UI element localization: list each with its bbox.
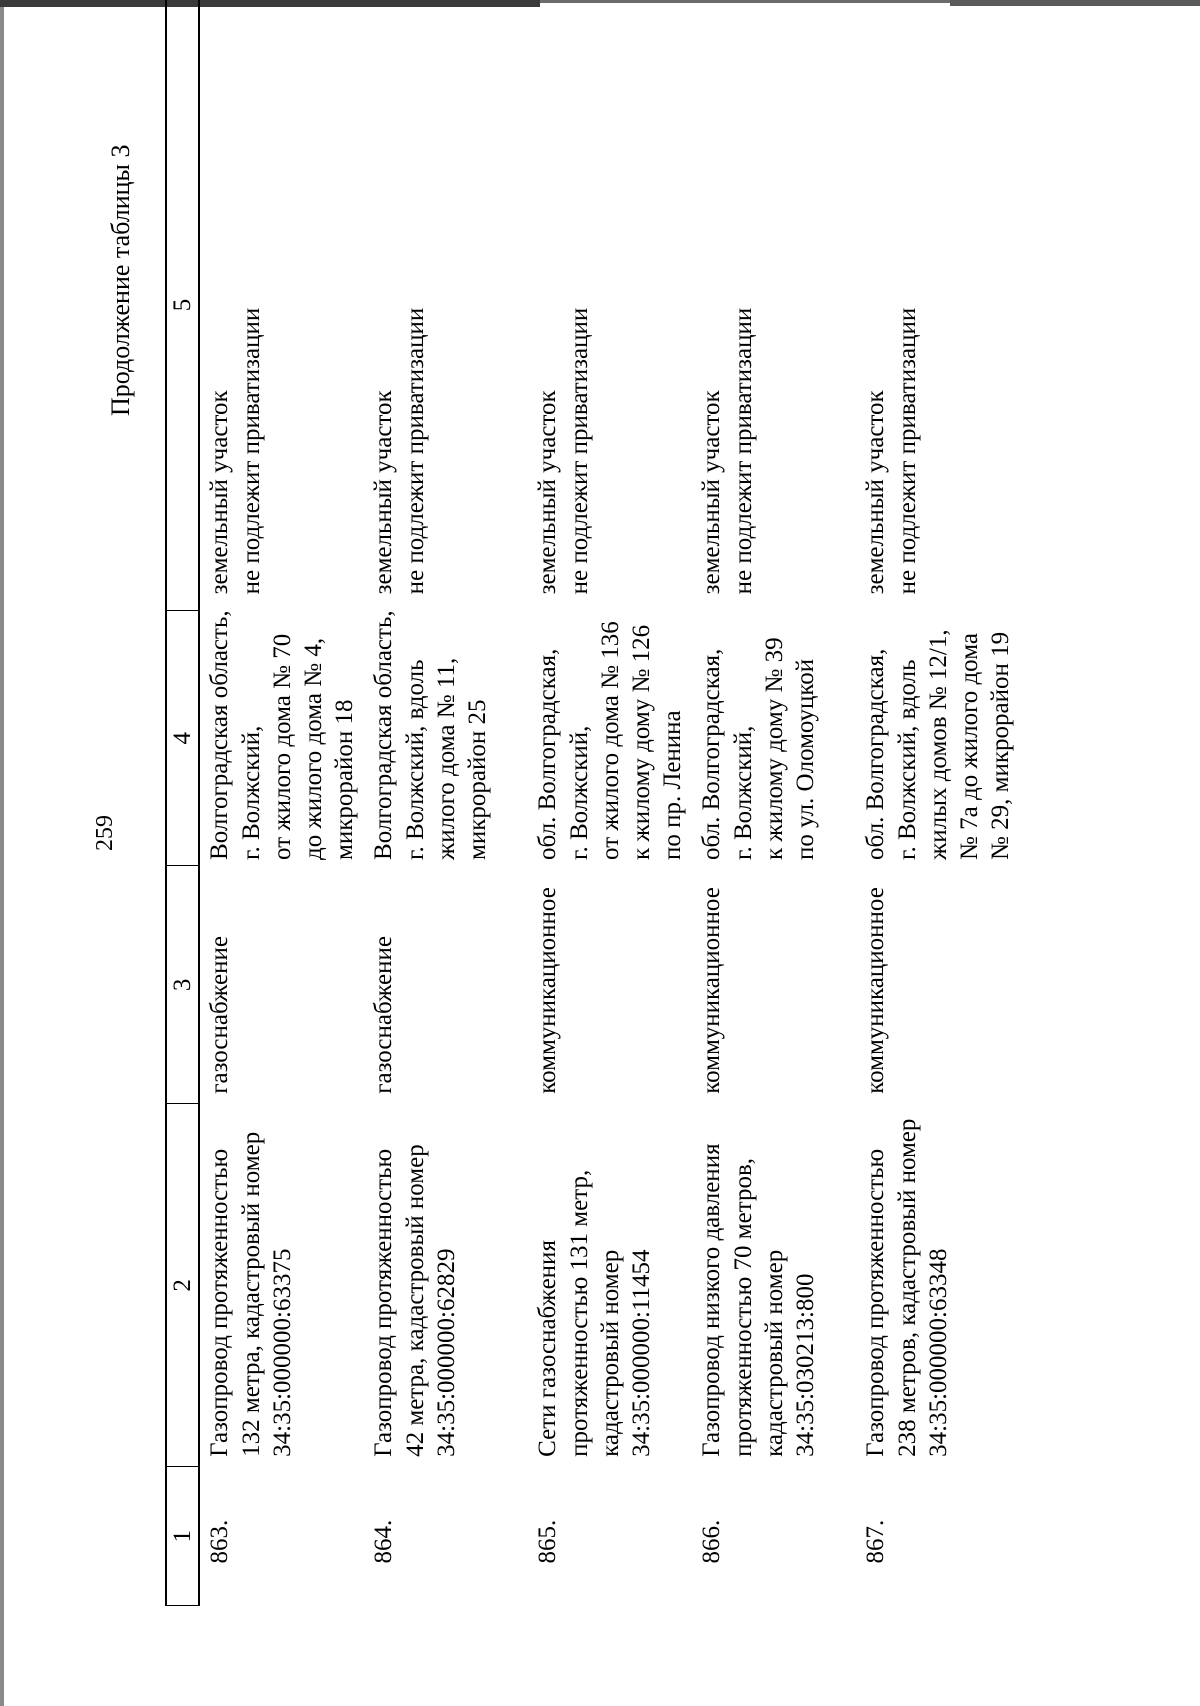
purpose-text: коммуникационное [698, 887, 726, 1094]
table-row [856, 0, 1020, 1606]
row-number-cell [199, 1467, 364, 1606]
cell-text-line: земельный участок [534, 390, 562, 595]
cell-text-line: г. Волжский, вдоль [893, 659, 921, 860]
cell-text-line: 132 метра, кадастровый номер [237, 1131, 265, 1457]
address-cell [199, 610, 364, 866]
cell-text-line: от жилого дома № 70 [268, 633, 296, 860]
column-header: 1 [166, 1467, 199, 1606]
table-header-row [166, 0, 199, 1606]
table-row [692, 0, 856, 1606]
cell-text-line: г. Волжский, [729, 725, 757, 860]
row-number: 866. [698, 1519, 726, 1564]
row-number: 863. [206, 1519, 234, 1564]
cell-text-line: кадастровый номер [760, 1249, 788, 1457]
address-cell [856, 610, 1020, 866]
purpose-cell [856, 866, 1020, 1104]
cell-text-line: жилых домов № 12/1, [924, 629, 952, 860]
cell-text-line: земельный участок [370, 390, 398, 595]
cell-text-line: обл. Волгоградская, [862, 648, 890, 860]
cell-text-line: г. Волжский, вдоль [401, 659, 429, 860]
cell-text-line: протяженностью 131 метр, [565, 1169, 593, 1457]
cell-text-line: не подлежит приватизации [565, 307, 593, 595]
column-header: 5 [166, 0, 199, 610]
purpose-cell [692, 866, 856, 1104]
cell-text-line: Газопровод низкого давления [698, 1143, 726, 1457]
object-name-cell [692, 1104, 856, 1467]
page-number: 259 [92, 815, 118, 851]
cell-text-line: Сети газоснабжения [534, 1240, 562, 1457]
table-row [528, 0, 692, 1606]
cell-text-line: Газопровод протяженностью [206, 1148, 234, 1457]
cell-text-line: № 29, микрорайон 19 [987, 631, 1015, 860]
purpose-text: коммуникационное [534, 887, 562, 1094]
purpose-text: коммуникационное [862, 887, 890, 1094]
address-cell [692, 610, 856, 866]
cell-text-line: до жилого дома № 4, [300, 637, 327, 860]
cell-text-line: 238 метров, кадастровый номер [893, 1118, 921, 1457]
object-name-cell [199, 1104, 364, 1467]
cell-text-line: земельный участок [698, 390, 726, 595]
cell-text-line: микрорайон 25 [464, 699, 491, 860]
cell-text-line: № 7а до жилого дома [956, 633, 983, 860]
cell-text-line: 34:35:000000:63375 [268, 1248, 296, 1457]
cell-text-line: микрорайон 18 [331, 699, 359, 860]
purpose-text: газоснабжение [206, 936, 234, 1094]
cell-text-line: Волгоградская область, [370, 610, 398, 860]
cell-text-line: кадастровый номер [596, 1249, 624, 1457]
cell-text-line: протяженностью 70 метров, [729, 1157, 757, 1457]
object-name-cell [856, 1104, 1020, 1467]
cell-text-line: Газопровод протяженностью [370, 1148, 398, 1457]
cell-text-line: 34:35:000000:63348 [924, 1248, 952, 1457]
cell-text-line: к жилому дому № 126 [628, 624, 655, 860]
column-header: 3 [166, 866, 199, 1104]
column-header: 2 [166, 1104, 199, 1467]
cell-text-line: к жилому дому № 39 [760, 637, 788, 860]
cell-text-line: не подлежит приватизации [729, 307, 757, 595]
note-cell [199, 0, 364, 610]
note-cell [692, 0, 856, 610]
cell-text-line: г. Волжский, [565, 725, 593, 860]
row-number: 865. [534, 1519, 562, 1564]
cell-text-line: по пр. Ленина [659, 710, 687, 860]
note-cell [856, 0, 1020, 610]
table-body [199, 0, 1020, 1606]
cell-text-line: 34:35:000000:11454 [628, 1249, 655, 1457]
cell-text-line: земельный участок [206, 390, 234, 595]
cell-text-line: 34:35:000000:62829 [432, 1248, 460, 1457]
column-header: 4 [166, 610, 199, 866]
purpose-cell [364, 866, 528, 1104]
purpose-text: газоснабжение [370, 936, 398, 1094]
row-number-cell [856, 1467, 1020, 1606]
cell-text-line: г. Волжский, [237, 725, 265, 860]
note-cell [528, 0, 692, 610]
cell-text-line: не подлежит приватизации [237, 307, 265, 595]
table-caption: Продолжение таблицы 3 [106, 144, 135, 416]
purpose-cell [199, 866, 364, 1104]
register-table [165, 0, 1020, 1606]
cell-text-line: Газопровод протяженностью [862, 1148, 890, 1457]
row-number: 864. [370, 1519, 398, 1564]
cell-text-line: 34:35:030213:800 [792, 1273, 819, 1457]
row-number-cell [528, 1467, 692, 1606]
cell-text-line: не подлежит приватизации [401, 307, 429, 595]
table-row [364, 0, 528, 1606]
purpose-cell [528, 866, 692, 1104]
cell-text-line: не подлежит приватизации [893, 307, 921, 595]
object-name-cell [364, 1104, 528, 1467]
cell-text-line: 42 метра, кадастровый номер [401, 1144, 429, 1457]
table-row [199, 0, 364, 1606]
cell-text-line: по ул. Оломоуцкой [792, 658, 819, 860]
cell-text-line: обл. Волгоградская, [534, 648, 562, 860]
cell-text-line: обл. Волгоградская, [698, 648, 726, 860]
cell-text-line: земельный участок [862, 390, 890, 595]
object-name-cell [528, 1104, 692, 1467]
cell-text-line: жилого дома № 11, [432, 657, 460, 860]
note-cell [364, 0, 528, 610]
address-cell [528, 610, 692, 866]
cell-text-line: Волгоградская область, [206, 610, 234, 860]
row-number: 867. [862, 1519, 890, 1564]
row-number-cell [364, 1467, 528, 1606]
cell-text-line: от жилого дома № 136 [596, 621, 624, 860]
row-number-cell [692, 1467, 856, 1606]
address-cell [364, 610, 528, 866]
